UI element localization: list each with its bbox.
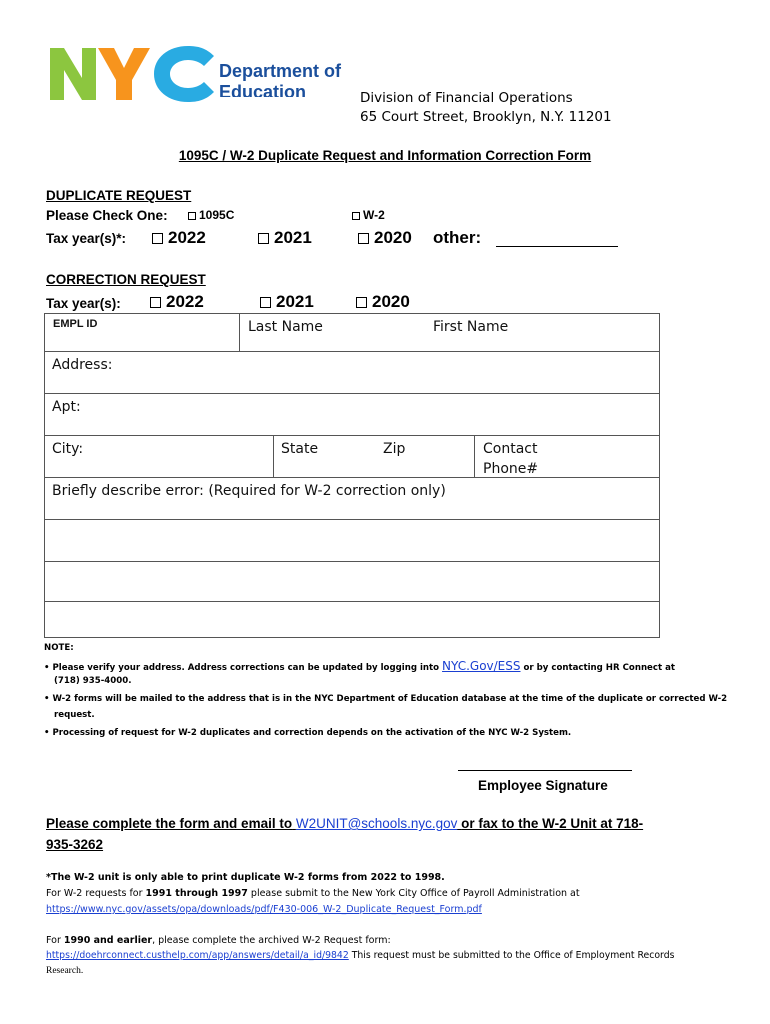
zip-label: Zip [383,441,406,457]
footer-3-bold: 1990 and earlier [63,935,153,946]
option-1095c-label: 1095C [199,208,235,222]
option-w2[interactable] [352,208,385,222]
dup-year-2022-label: 2022 [168,228,206,247]
corr-year-2021[interactable] [260,292,314,312]
corr-tax-year-label: Tax year(s): [46,296,121,311]
footer-2-b: please submit to the New York City Office of Payroll Administration at [250,888,580,899]
contact-label: Contact [483,441,538,457]
correction-heading: CORRECTION REQUEST [46,272,206,287]
note-3-text: Processing of request for W-2 duplicates and correction depends on the activation of the NYC W-2 System. [52,728,572,738]
empl-id-label: EMPL ID [53,318,98,330]
division-text: Division of Financial Operations [360,90,573,106]
fax-number: 935-3262 [46,837,104,852]
check-one-label: Please Check One: [46,208,168,223]
dup-year-2022[interactable] [152,228,206,248]
note-1-text-b: or by contacting HR Connect at [523,663,675,673]
checkbox-corr-2022[interactable] [150,297,161,308]
complete-text-b: or fax to the W-2 Unit at 718- [461,816,644,831]
describe-label: Briefly describe error: (Required for W-2 correction only) [52,483,446,499]
complete-text-a: Please complete the form and email to [46,816,293,831]
other-year-field[interactable] [496,246,618,247]
error-line-2[interactable] [45,561,659,601]
duplicate-heading: DUPLICATE REQUEST [46,188,192,203]
note-item-2 [44,691,734,707]
checkbox-1095c[interactable] [188,212,196,220]
dup-tax-year-label: Tax year(s)*: [46,231,127,246]
nyc-doe-logo [48,38,358,104]
note-item-2-cont: request. [54,710,95,720]
footer-2-bold: 1991 through 1997 [145,888,248,899]
bullet: • [44,728,53,738]
address-row[interactable] [45,351,659,393]
dup-year-2021-label: 2021 [274,228,312,247]
error-line-1[interactable] [45,519,659,561]
correction-table [44,313,660,638]
footer-line-1: *The W-2 unit is only able to print duplicate W-2 forms from 2022 to 1998. [46,872,445,883]
note-item-3 [44,725,571,741]
corr-year-2022-label: 2022 [166,292,204,311]
footer-line-5: Research. [46,966,84,976]
address-label: Address: [52,357,113,373]
note-heading: NOTE: [44,643,74,653]
footer-3-b: , please complete the archived W-2 Request form: [152,935,391,946]
note-2-text: W-2 forms will be mailed to the address that is in the NYC Department of Education database at the time of the duplicate or corrected W-2 [52,694,728,704]
opa-form-link[interactable]: https://www.nyc.gov/assets/opa/downloads/pdf/F430-006_W-2_Duplicate_Request_Form.pdf [46,904,482,915]
corr-year-2020[interactable] [356,292,410,312]
footer-line-3 [46,933,391,949]
checkbox-dup-2020[interactable] [358,233,369,244]
footer-2-a: For W-2 requests for [46,888,143,899]
hrconnect-link[interactable]: https://doehrconnect.custhelp.com/app/answers/detail/a_id/9842 [46,950,349,961]
city-label: City: [52,441,84,457]
bullet: • [44,694,53,704]
first-name-label: First Name [433,319,509,335]
signature-label: Employee Signature [478,778,608,793]
note-1-text-a: Please verify your address. Address corrections can be updated by logging into [52,663,440,673]
divider [273,436,274,478]
dept-line-1: Department of [219,61,342,81]
describe-row[interactable] [45,477,659,519]
note-item-1-phone: (718) 935-4000. [54,676,132,686]
note-item-1 [44,658,724,676]
apt-row[interactable] [45,393,659,435]
checkbox-dup-2022[interactable] [152,233,163,244]
ess-link[interactable]: NYC.Gov/ESS [442,659,521,673]
w2unit-email-link[interactable]: W2UNIT@schools.nyc.gov [295,816,458,831]
checkbox-w2[interactable] [352,212,360,220]
office-address: 65 Court Street, Brooklyn, N.Y. 11201 [360,109,612,125]
state-label: State [281,441,319,457]
checkbox-corr-2021[interactable] [260,297,271,308]
phone-label: Phone# [483,461,539,477]
dept-line-2: Education [219,83,307,97]
checkbox-corr-2020[interactable] [356,297,367,308]
corr-year-2021-label: 2021 [276,292,314,311]
footer-line-2 [46,886,736,902]
last-name-label: Last Name [248,319,323,335]
dup-year-2020-label: 2020 [374,228,412,247]
bullet: • [44,663,53,673]
form-title: 1095C / W-2 Duplicate Request and Information Correction Form [178,148,592,163]
city-row[interactable] [45,435,659,477]
checkbox-dup-2021[interactable] [258,233,269,244]
option-1095c[interactable] [188,208,234,222]
dup-year-2020[interactable] [358,228,412,248]
footer-3-a: For [46,935,61,946]
option-w2-label: W-2 [363,208,385,222]
corr-year-2020-label: 2020 [372,292,410,311]
dup-year-2021[interactable] [258,228,312,248]
complete-instructions [46,816,726,831]
error-line-3[interactable] [45,601,659,638]
divider [239,314,240,352]
corr-year-2022[interactable] [150,292,204,312]
divider [474,436,475,478]
signature-line[interactable] [458,770,632,771]
footer-line-4 [46,948,736,964]
other-label: other: [433,228,482,247]
footer-4-b: This request must be submitted to the Office of Employment Records [351,950,675,961]
apt-label: Apt: [52,399,81,415]
